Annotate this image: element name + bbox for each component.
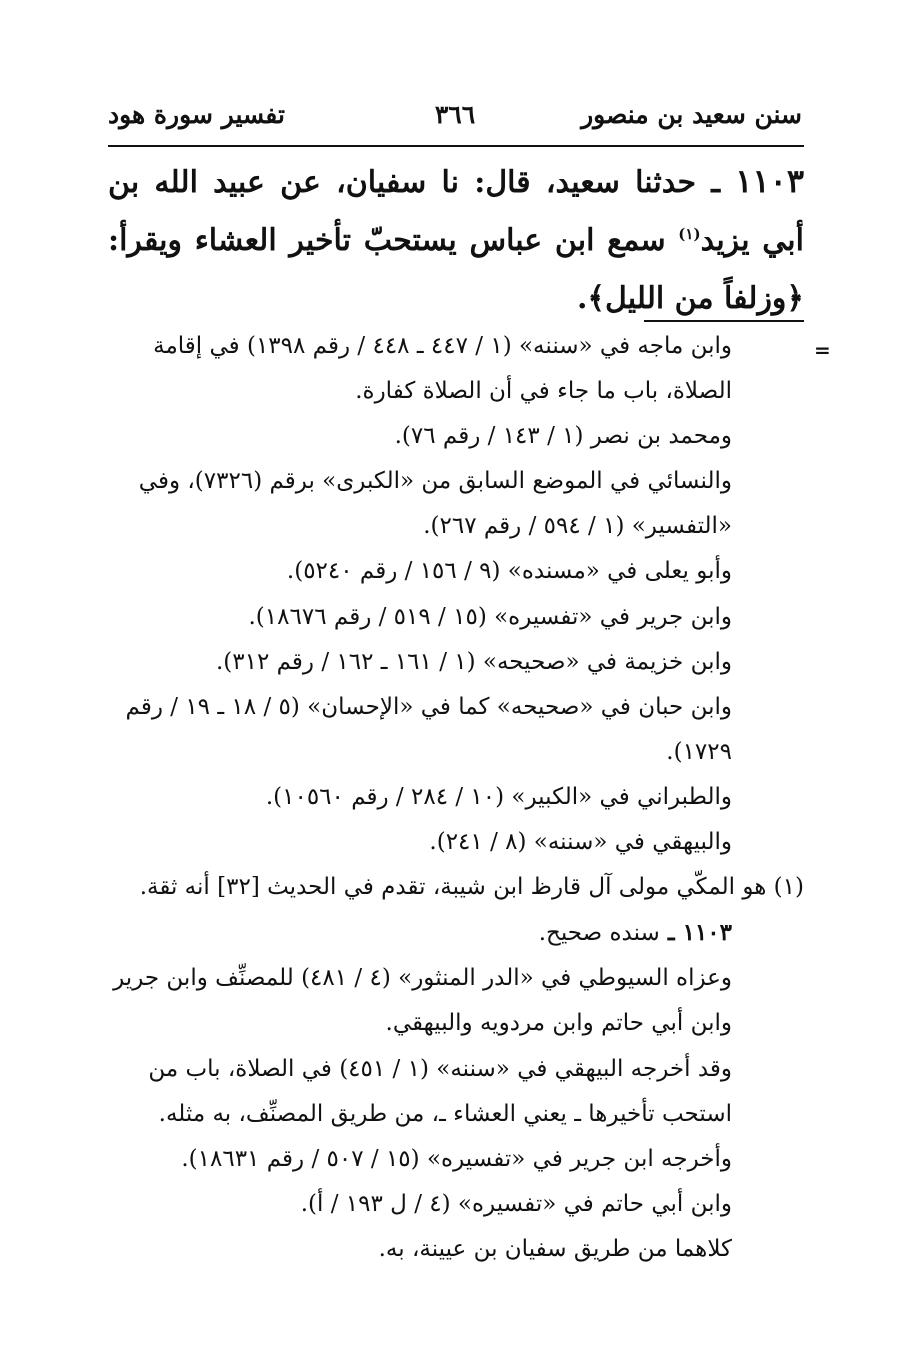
footnote-text: (١) هو المكّي مولى آل قارظ ابن شيبة، تقدم في الحديث [٣٢] أنه ثقة. bbox=[139, 874, 804, 901]
takhrij-line: وأخرجه ابن جرير في «تفسيره» (١٥ / ٥٠٧ / رقم ١٨٦٣١). bbox=[181, 1145, 732, 1172]
takhrij-line: وابن أبي حاتم في «تفسيره» (٤ / ل ١٩٣ / أ). bbox=[300, 1190, 732, 1217]
takhrij-number: ١١٠٣ bbox=[682, 919, 732, 947]
footnote-reference: (١) bbox=[678, 225, 701, 243]
continuation-mark: = bbox=[814, 338, 831, 362]
note-line: وابن جرير في «تفسيره» (١٥ / ٥١٩ / رقم ١٨٦٧٦). bbox=[248, 603, 732, 630]
takhrij-heading bbox=[108, 910, 804, 956]
note-line: وأبو يعلى في «مسنده» (٩ / ١٥٦ / رقم ٥٢٤٠). bbox=[286, 558, 732, 585]
hadith-text-part-2: سمع ابن عباس يستحبّ تأخير العشاء ويقرأ: ﴿وزلفاً من الليل﴾. bbox=[108, 223, 804, 316]
hadith-text-part-1: حدثنا سعيد، قال: نا سفيان، عن عبيد الله بن أبي يزيد bbox=[108, 165, 804, 258]
chapter-title: تفسير سورة هود bbox=[108, 100, 285, 129]
running-header bbox=[108, 96, 802, 136]
note-line: والبيهقي في «سننه» (٨ / ٢٤١). bbox=[429, 829, 732, 856]
takhrij-line: وعزاه السيوطي في «الدر المنثور» (٤ / ٤٨١) للمصنِّف وابن جرير وابن أبي حاتم وابن مردويه والبيهقي. bbox=[113, 965, 732, 1037]
hadith-number: ١١٠٣ bbox=[735, 162, 804, 200]
note-line: والنسائي في الموضع السابق من «الكبرى» برقم (٧٣٢٦)، وفي «التفسير» (١ / ٥٩٤ / رقم ٢٦٧). bbox=[138, 468, 732, 540]
takhrij-dash: ـ bbox=[659, 919, 683, 947]
takhrij-line: وقد أخرجه البيهقي في «سننه» (١ / ٤٥١) في الصلاة، باب من استحب تأخيرها ـ يعني العشاء ـ، من طريق المصنِّف، به مثله. bbox=[148, 1055, 732, 1127]
takhrij-verdict: سنده صحيح. bbox=[538, 920, 660, 947]
note-line: وابن خزيمة في «صحيحه» (١ / ١٦١ ـ ١٦٢ / رقم ٣١٢). bbox=[215, 648, 732, 675]
note-line: وابن حبان في «صحيحه» كما في «الإحسان» (٥ / ١٨ ـ ١٩ / رقم ١٧٢٩). bbox=[125, 693, 732, 765]
note-line: وابن ماجه في «سننه» (١ / ٤٤٧ ـ ٤٤٨ / رقم ١٣٩٨) في إقامة الصلاة، باب ما جاء في أن الصلاة كفارة. bbox=[153, 333, 732, 405]
hadith-text bbox=[108, 152, 804, 328]
note-line: ومحمد بن نصر (١ / ١٤٣ / رقم ٧٦). bbox=[394, 423, 732, 450]
header-rule bbox=[108, 145, 804, 147]
footnote-separator bbox=[644, 320, 804, 322]
note-line: والطبراني في «الكبير» (١٠ / ٢٨٤ / رقم ١٠٥٦٠). bbox=[265, 783, 732, 810]
hadith-dash: ـ bbox=[696, 165, 736, 200]
page-number: ٣٦٦ bbox=[434, 100, 476, 129]
notes-section bbox=[108, 324, 804, 1272]
book-title: سنن سعيد بن منصور bbox=[581, 100, 802, 129]
takhrij-line: كلاهما من طريق سفيان بن عيينة، به. bbox=[378, 1235, 732, 1262]
